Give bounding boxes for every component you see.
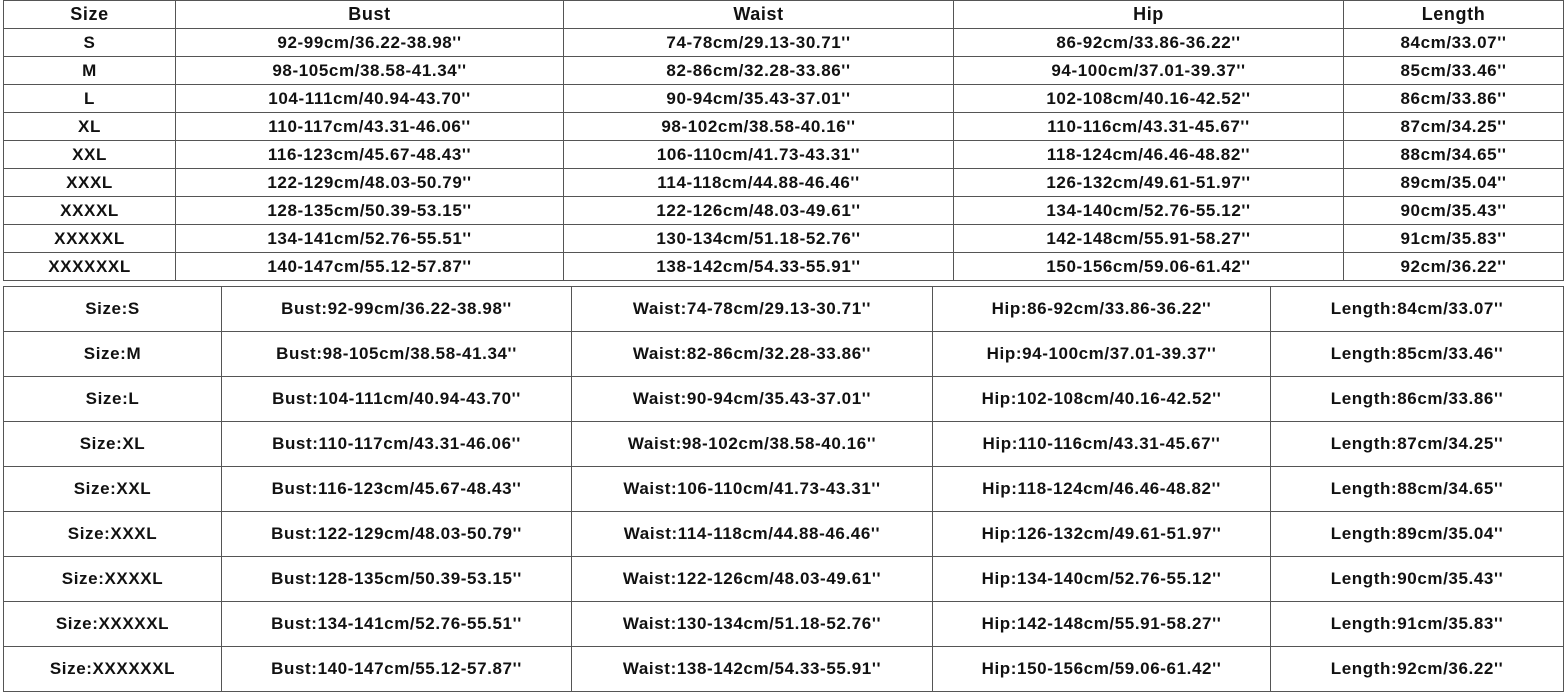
bust-cell: Bust:122-129cm/48.03-50.79'' [222,512,572,557]
size-cell: Size:S [4,287,222,332]
waist-cell: 114-118cm/44.88-46.46'' [564,169,954,197]
waist-cell: 98-102cm/38.58-40.16'' [564,113,954,141]
size-cell: M [4,57,176,85]
table-row [4,197,1564,225]
waist-cell: 82-86cm/32.28-33.86'' [564,57,954,85]
waist-cell: Waist:130-134cm/51.18-52.76'' [572,602,933,647]
hip-cell: Hip:118-124cm/46.46-48.82'' [933,467,1271,512]
size-cell: Size:M [4,332,222,377]
length-cell: 89cm/35.04'' [1344,169,1564,197]
size-cell: Size:XXXL [4,512,222,557]
size-cell: XXXXL [4,197,176,225]
bust-cell: 134-141cm/52.76-55.51'' [176,225,564,253]
waist-cell: 138-142cm/54.33-55.91'' [564,253,954,281]
table-row [4,85,1564,113]
header-size: Size [4,1,176,29]
size-cell: Size:XXXXXXL [4,647,222,692]
header-waist: Waist [564,1,954,29]
size-cell: XXXXXXL [4,253,176,281]
hip-cell: Hip:134-140cm/52.76-55.12'' [933,557,1271,602]
size-chart-table-bottom [3,286,1564,692]
length-cell: Length:87cm/34.25'' [1271,422,1564,467]
table-row [4,332,1564,377]
waist-cell: 90-94cm/35.43-37.01'' [564,85,954,113]
waist-cell: 130-134cm/51.18-52.76'' [564,225,954,253]
waist-cell: Waist:122-126cm/48.03-49.61'' [572,557,933,602]
bust-cell: 98-105cm/38.58-41.34'' [176,57,564,85]
table-row [4,253,1564,281]
bust-cell: Bust:104-111cm/40.94-43.70'' [222,377,572,422]
header-length: Length [1344,1,1564,29]
table-row [4,225,1564,253]
hip-cell: Hip:102-108cm/40.16-42.52'' [933,377,1271,422]
hip-cell: 134-140cm/52.76-55.12'' [954,197,1344,225]
bust-cell: Bust:116-123cm/45.67-48.43'' [222,467,572,512]
table-row [4,287,1564,332]
length-cell: Length:90cm/35.43'' [1271,557,1564,602]
hip-cell: Hip:126-132cm/49.61-51.97'' [933,512,1271,557]
size-cell: Size:XXL [4,467,222,512]
bust-cell: Bust:140-147cm/55.12-57.87'' [222,647,572,692]
length-cell: Length:89cm/35.04'' [1271,512,1564,557]
waist-cell: Waist:74-78cm/29.13-30.71'' [572,287,933,332]
length-cell: 87cm/34.25'' [1344,113,1564,141]
size-cell: S [4,29,176,57]
table-row [4,557,1564,602]
waist-cell: Waist:106-110cm/41.73-43.31'' [572,467,933,512]
bust-cell: 128-135cm/50.39-53.15'' [176,197,564,225]
size-cell: Size:XXXXXL [4,602,222,647]
table-row [4,29,1564,57]
table-row [4,467,1564,512]
bust-cell: Bust:98-105cm/38.58-41.34'' [222,332,572,377]
bust-cell: 92-99cm/36.22-38.98'' [176,29,564,57]
size-cell: Size:XL [4,422,222,467]
size-cell: L [4,85,176,113]
hip-cell: Hip:110-116cm/43.31-45.67'' [933,422,1271,467]
hip-cell: 150-156cm/59.06-61.42'' [954,253,1344,281]
table-row [4,602,1564,647]
waist-cell: 74-78cm/29.13-30.71'' [564,29,954,57]
bust-cell: 116-123cm/45.67-48.43'' [176,141,564,169]
header-hip: Hip [954,1,1344,29]
table-row [4,647,1564,692]
size-cell: XL [4,113,176,141]
bust-cell: Bust:110-117cm/43.31-46.06'' [222,422,572,467]
bust-cell: Bust:128-135cm/50.39-53.15'' [222,557,572,602]
bust-cell: Bust:134-141cm/52.76-55.51'' [222,602,572,647]
hip-cell: 142-148cm/55.91-58.27'' [954,225,1344,253]
waist-cell: Waist:138-142cm/54.33-55.91'' [572,647,933,692]
length-cell: 88cm/34.65'' [1344,141,1564,169]
table-row [4,512,1564,557]
table-row [4,141,1564,169]
bust-cell: 122-129cm/48.03-50.79'' [176,169,564,197]
bust-cell: 140-147cm/55.12-57.87'' [176,253,564,281]
bust-cell: 110-117cm/43.31-46.06'' [176,113,564,141]
waist-cell: Waist:98-102cm/38.58-40.16'' [572,422,933,467]
size-cell: Size:XXXXL [4,557,222,602]
bust-cell: 104-111cm/40.94-43.70'' [176,85,564,113]
table-row [4,57,1564,85]
hip-cell: Hip:150-156cm/59.06-61.42'' [933,647,1271,692]
waist-cell: Waist:90-94cm/35.43-37.01'' [572,377,933,422]
bust-cell: Bust:92-99cm/36.22-38.98'' [222,287,572,332]
length-cell: 91cm/35.83'' [1344,225,1564,253]
length-cell: Length:88cm/34.65'' [1271,467,1564,512]
waist-cell: Waist:82-86cm/32.28-33.86'' [572,332,933,377]
length-cell: 92cm/36.22'' [1344,253,1564,281]
waist-cell: 122-126cm/48.03-49.61'' [564,197,954,225]
hip-cell: 102-108cm/40.16-42.52'' [954,85,1344,113]
table-row [4,169,1564,197]
length-cell: Length:92cm/36.22'' [1271,647,1564,692]
hip-cell: 118-124cm/46.46-48.82'' [954,141,1344,169]
hip-cell: Hip:94-100cm/37.01-39.37'' [933,332,1271,377]
hip-cell: 86-92cm/33.86-36.22'' [954,29,1344,57]
length-cell: 90cm/35.43'' [1344,197,1564,225]
length-cell: Length:84cm/33.07'' [1271,287,1564,332]
waist-cell: 106-110cm/41.73-43.31'' [564,141,954,169]
size-cell: XXL [4,141,176,169]
length-cell: Length:86cm/33.86'' [1271,377,1564,422]
size-cell: XXXXXL [4,225,176,253]
length-cell: Length:91cm/35.83'' [1271,602,1564,647]
size-cell: Size:L [4,377,222,422]
hip-cell: 110-116cm/43.31-45.67'' [954,113,1344,141]
hip-cell: 94-100cm/37.01-39.37'' [954,57,1344,85]
size-chart-table-top [3,0,1564,281]
waist-cell: Waist:114-118cm/44.88-46.46'' [572,512,933,557]
size-cell: XXXL [4,169,176,197]
length-cell: Length:85cm/33.46'' [1271,332,1564,377]
length-cell: 85cm/33.46'' [1344,57,1564,85]
header-row [4,1,1564,29]
table-row [4,113,1564,141]
hip-cell: 126-132cm/49.61-51.97'' [954,169,1344,197]
length-cell: 86cm/33.86'' [1344,85,1564,113]
table-row [4,377,1564,422]
hip-cell: Hip:86-92cm/33.86-36.22'' [933,287,1271,332]
hip-cell: Hip:142-148cm/55.91-58.27'' [933,602,1271,647]
length-cell: 84cm/33.07'' [1344,29,1564,57]
header-bust: Bust [176,1,564,29]
table-row [4,422,1564,467]
